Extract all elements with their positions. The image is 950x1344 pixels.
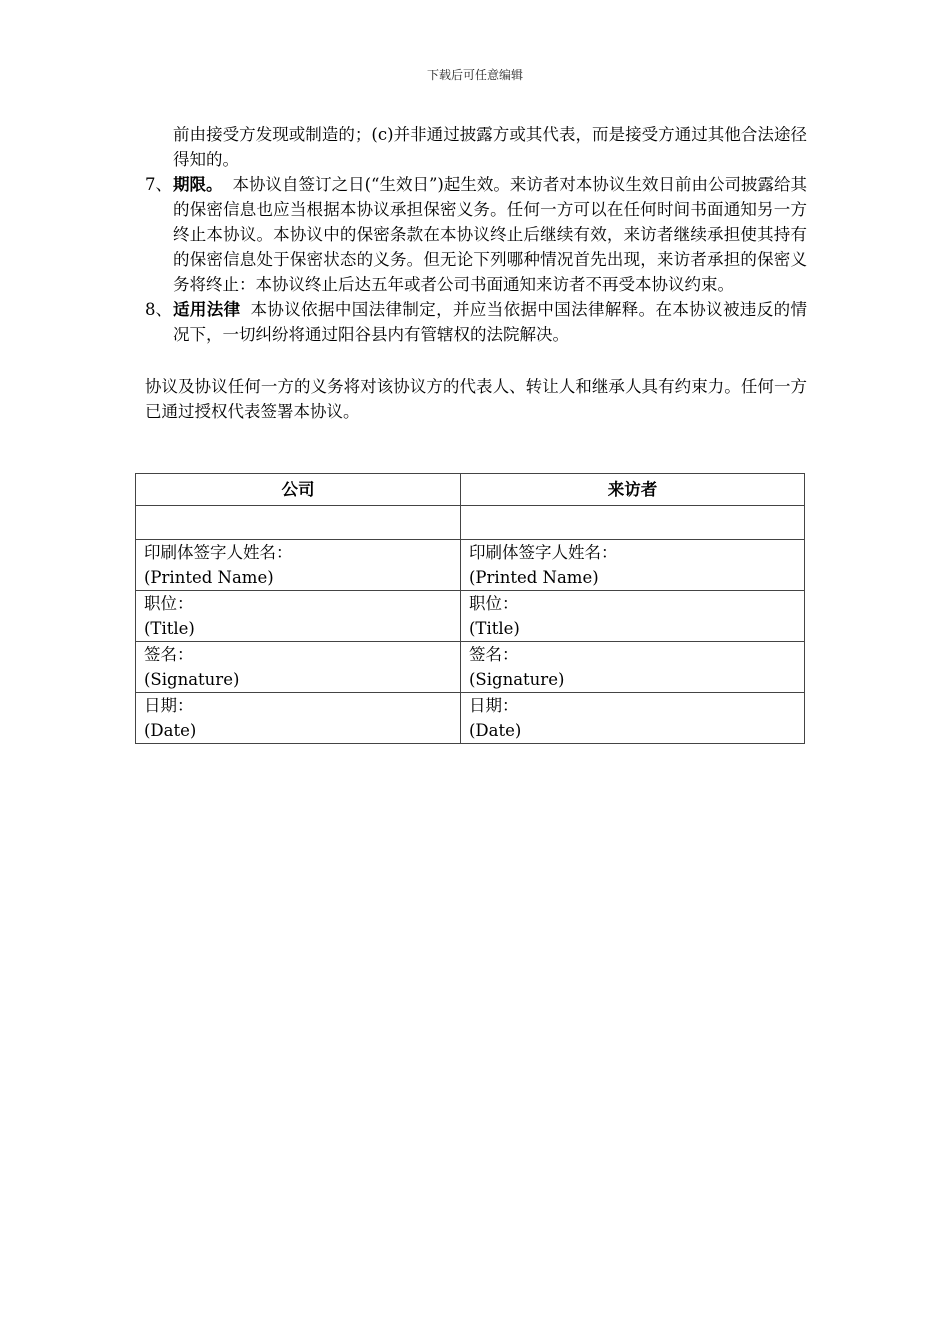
clause-heading: 期限。 (173, 175, 223, 194)
visitor-signature-cell (461, 642, 805, 693)
clause-heading: 适用法律 (173, 300, 241, 319)
signature-table (135, 473, 805, 744)
continuation-paragraph: 前由接受方发现或制造的；(c)并非通过披露方或其代表，而是接受方通过其他合法途径得知的。 (173, 125, 807, 169)
field-label-en: (Signature) (144, 670, 240, 689)
table-header-row (136, 474, 805, 506)
clause-number: 7、 (145, 175, 172, 194)
field-label-cn: 职位： (469, 594, 519, 613)
field-label-cn: 印刷体签字人姓名： (144, 543, 293, 562)
visitor-title-cell (461, 591, 805, 642)
clause-text: 本协议依据中国法律制定，并应当依据中国法律解释。在本协议被违反的情况下，一切纠纷将通过阳谷县内有管辖权的法院解决。 (173, 300, 807, 344)
field-label-en: (Title) (144, 619, 195, 638)
table-row (136, 642, 805, 693)
field-label-en: (Printed Name) (469, 568, 599, 587)
field-label-cn: 签名： (144, 645, 194, 664)
company-signature-cell (136, 642, 461, 693)
field-label-cn: 职位： (144, 594, 194, 613)
closing-paragraph: 协议及协议任何一方的义务将对该协议方的代表人、转让人和继承人具有约束力。任何一方已通过授权代表签署本协议。 (145, 377, 807, 421)
table-row (136, 540, 805, 591)
field-label-cn: 签名： (469, 645, 519, 664)
table-row (136, 591, 805, 642)
field-label-cn: 日期： (469, 696, 519, 715)
company-date-cell (136, 693, 461, 744)
company-printed-name-cell (136, 540, 461, 591)
company-blank-cell (136, 506, 461, 540)
table-row (136, 693, 805, 744)
clause-8 (145, 297, 807, 347)
document-body (145, 122, 807, 424)
clause-7 (145, 172, 807, 297)
field-label-en: (Printed Name) (144, 568, 274, 587)
visitor-date-cell (461, 693, 805, 744)
field-label-en: (Date) (469, 721, 522, 740)
field-label-en: (Date) (144, 721, 197, 740)
clause-number: 8、 (145, 300, 172, 319)
visitor-blank-cell (461, 506, 805, 540)
blank-row (136, 506, 805, 540)
company-title-cell (136, 591, 461, 642)
company-column-header: 公司 (136, 474, 461, 506)
visitor-column-header: 来访者 (461, 474, 805, 506)
clause-text: 本协议自签订之日(“生效日”)起生效。来访者对本协议生效日前由公司披露给其的保密信息也应当根据本协议承担保密义务。任何一方可以在任何时间书面通知另一方终止本协议。本协议中的保密条款在本协议终止后继续有效，来访者继续承担使其持有的保密信息处于保密状态的义务。但无论下列哪种情况首先出现，来访者承担的保密义务将终止：本协议终止后达五年或者公司书面通知来访者不再受本协议约束。 (173, 175, 808, 294)
field-label-cn: 印刷体签字人姓名： (469, 543, 618, 562)
field-label-cn: 日期： (144, 696, 194, 715)
page-header: 下载后可任意编辑 (426, 68, 523, 82)
field-label-en: (Title) (469, 619, 520, 638)
visitor-printed-name-cell (461, 540, 805, 591)
field-label-en: (Signature) (469, 670, 565, 689)
